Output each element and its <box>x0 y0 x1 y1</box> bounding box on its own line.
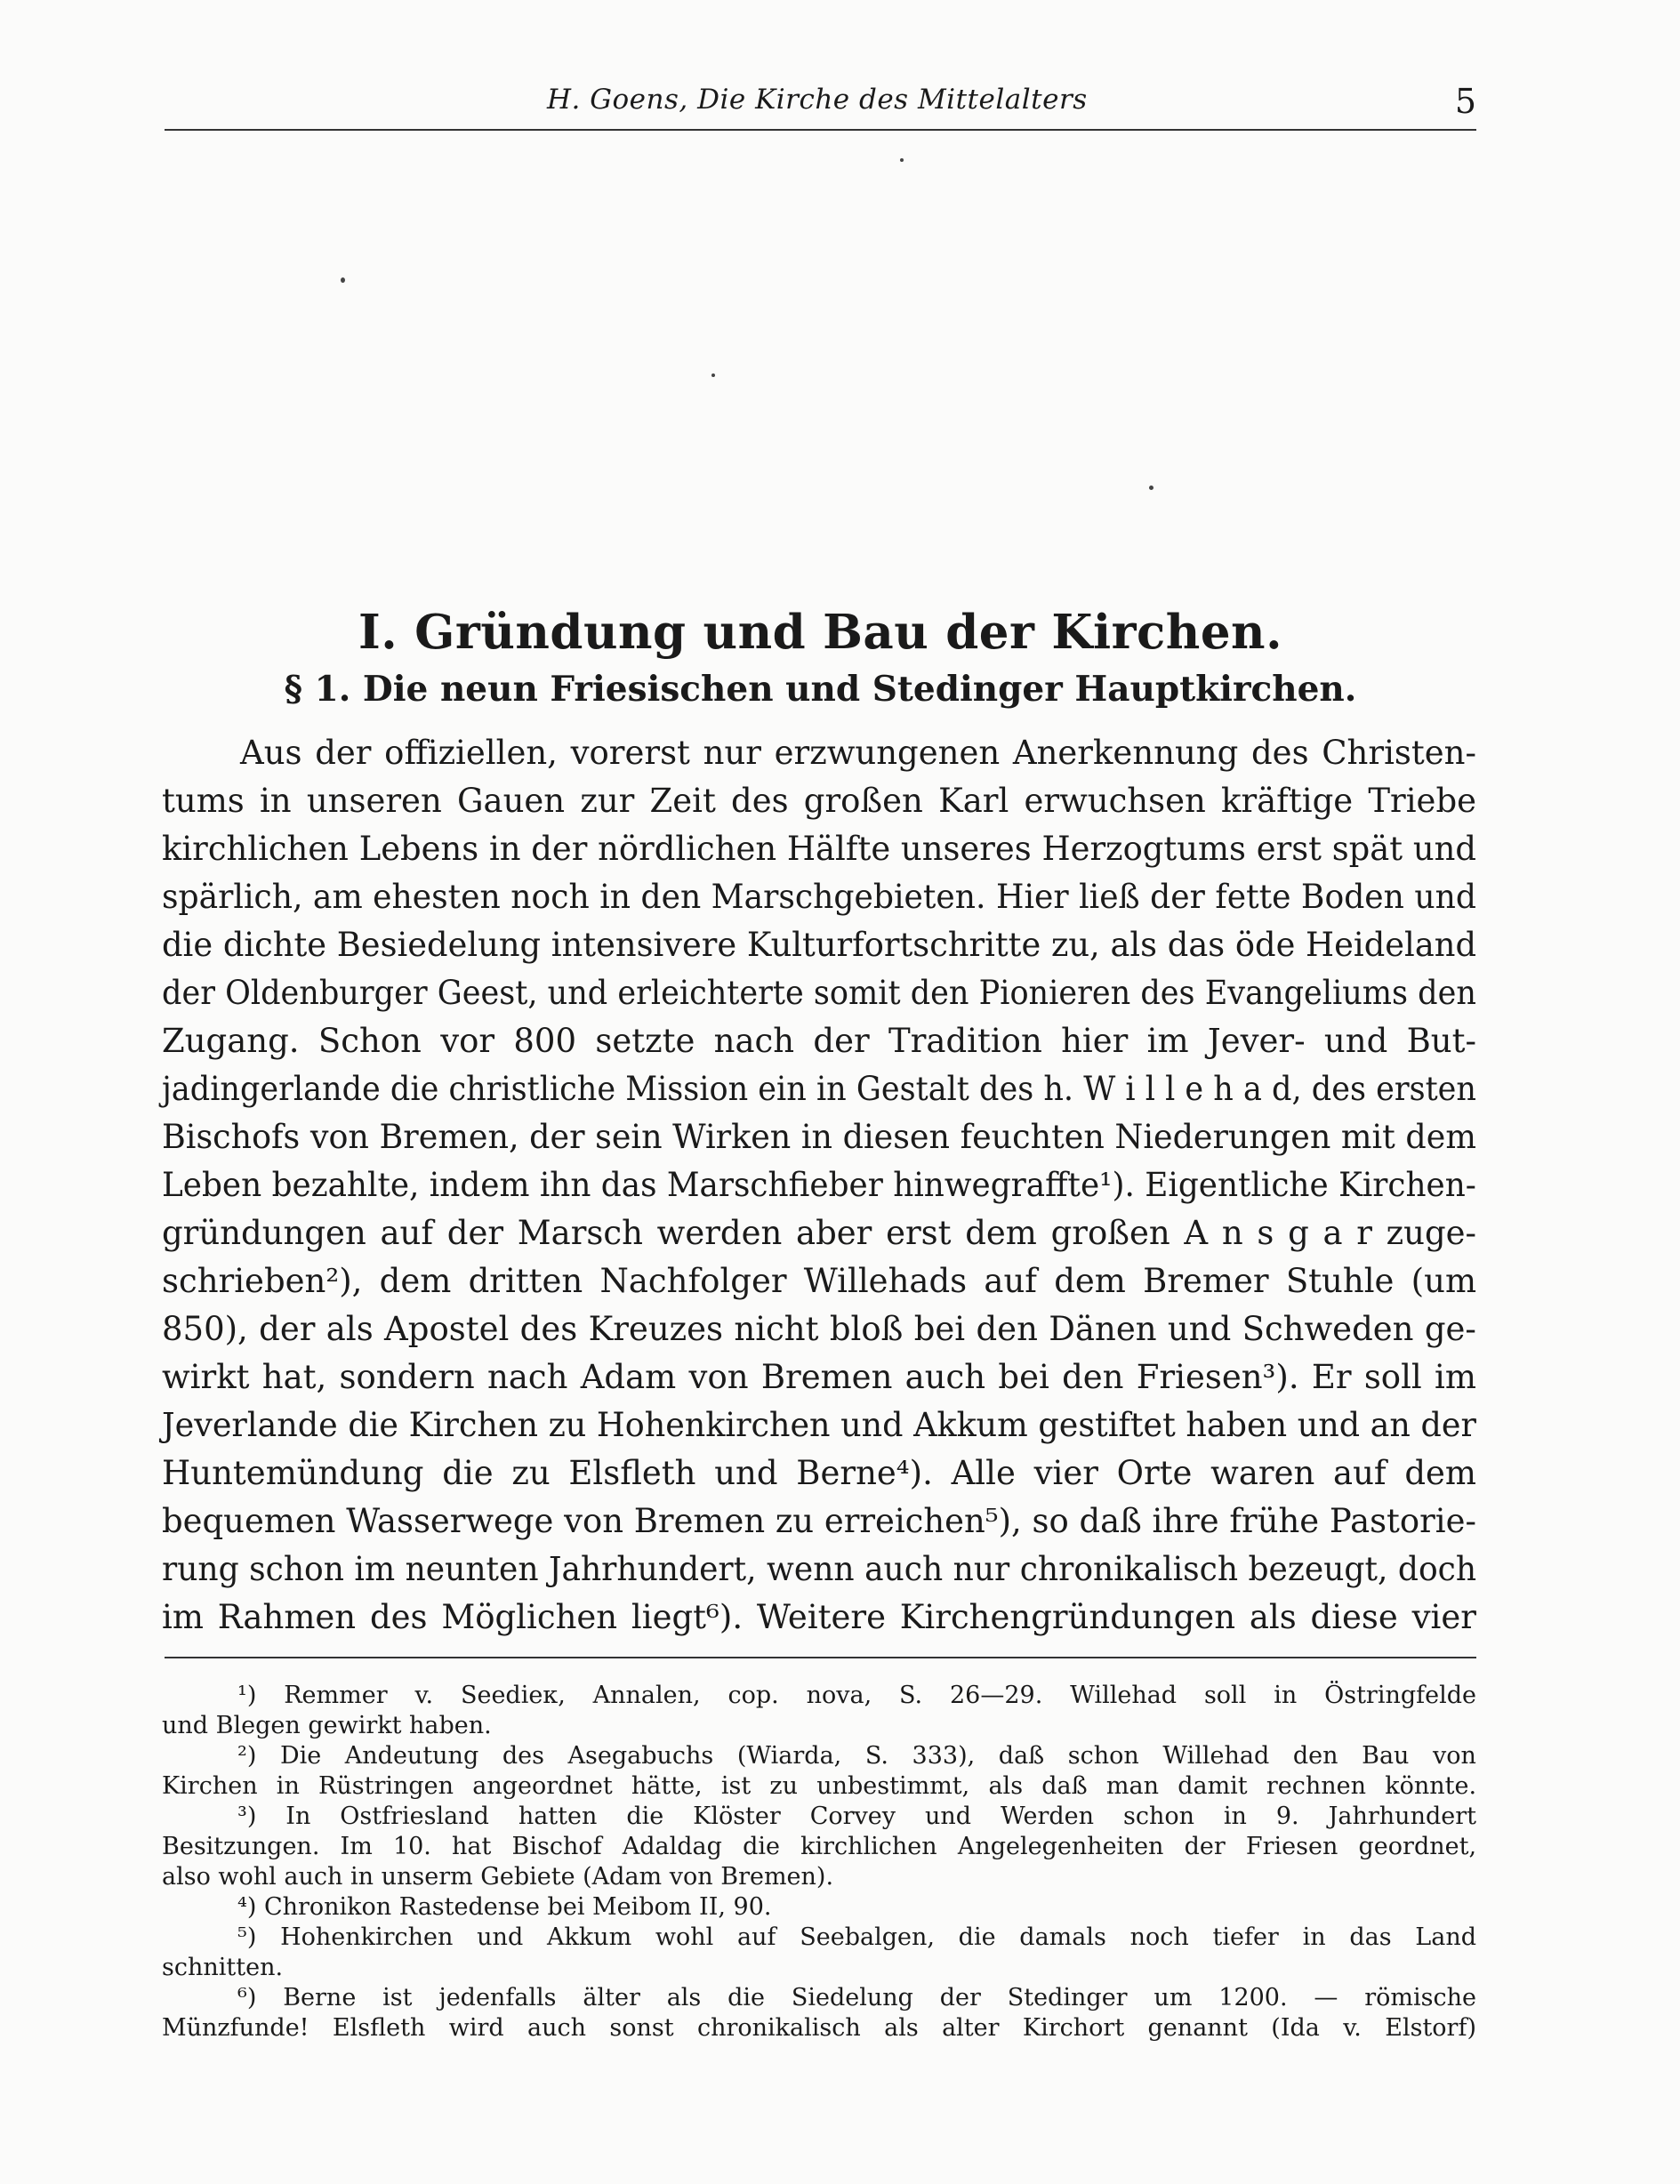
footnote-line: Kirchen in Rüstringen angeordnet hätte, ist zu unbestimmt, als daß man damit rechnen könnte. <box>162 1772 1477 1800</box>
body-line: jadingerlande die christliche Mission ein in Gestalt des h. W i l l e h a d, des ersten <box>162 1070 1476 1108</box>
footnote-line: ⁴) Chronikon Rastedense bei Meibom II, 90. <box>237 1893 772 1921</box>
scan-speck <box>711 373 715 377</box>
page-header <box>165 82 1476 126</box>
footnote-line: ¹) Remmer v. Seedieк, Annalen, cop. nova, S. 26—29. Willehad soll in Östringfelde <box>237 1682 1477 1709</box>
body-line: der Oldenburger Geest, und erleichterte somit den Pionieren des Evangeliums den <box>162 974 1476 1012</box>
footnote-line: schnitten. <box>162 1954 284 1981</box>
scan-speck <box>900 158 904 162</box>
body-line: wirkt hat, sondern nach Adam von Bremen auch bei den Friesen³). Er soll im <box>162 1358 1476 1396</box>
body-line: Zugang. Schon vor 800 setzte nach der Tradition hier im Jever- und But- <box>162 1022 1476 1060</box>
scan-speck <box>1149 486 1153 490</box>
footnote-line: ⁶) Berne ist jedenfalls älter als die Siedelung der Stedinger um 1200. — römische <box>237 1984 1476 2011</box>
body-line: im Rahmen des Möglichen liegt⁶). Weitere Kirchengründungen als diese vier <box>162 1598 1476 1636</box>
body-line: Jeverlande die Kirchen zu Hohenkirchen und Akkum gestiftet haben und an der <box>162 1406 1476 1444</box>
footnote-line: Münzfunde! Elsfleth wird auch sonst chronikalisch als alter Kirchort genannt (Ida v. Elstorf) <box>162 2014 1476 2042</box>
body-line: 850), der als Apostel des Kreuzes nicht bloß bei den Dänen und Schweden ge- <box>162 1310 1476 1348</box>
body-line: Leben bezahlte, indem ihn das Marschfieber hinwegraffte¹). Eigentliche Kirchen- <box>162 1166 1476 1204</box>
body-line: kirchlichen Lebens in der nördlichen Hälfte unseres Herzogtums erst spät und <box>162 830 1477 868</box>
body-line: gründungen auf der Marsch werden aber erst dem großen A n s g a r zuge- <box>162 1214 1477 1252</box>
body-line: Aus der offiziellen, vorerst nur erzwungenen Anerkennung des Christen- <box>240 734 1476 772</box>
footnote-line: und Blegen gewirkt haben. <box>162 1712 492 1739</box>
footnote-line: ⁵) Hohenkirchen und Akkum wohl auf Seebalgen, die damals noch tiefer in das Land <box>237 1923 1476 1951</box>
footnote-line: also wohl auch in unserm Gebiete (Adam von Bremen). <box>162 1863 834 1891</box>
body-line: rung schon im neunten Jahrhundert, wenn auch nur chronikalisch bezeugt, doch <box>162 1550 1477 1588</box>
scan-speck <box>341 277 345 283</box>
section-title: § 1. Die neun Friesischen und Stedinger Hauptkirchen. <box>284 669 1357 710</box>
body-line: tums in unseren Gauen zur Zeit des großen Karl erwuchsen kräftige Triebe <box>162 782 1477 820</box>
page-number: 5 <box>1454 82 1476 121</box>
footnote-rule <box>165 1657 1476 1658</box>
body-line: schrieben²), dem dritten Nachfolger Willehads auf dem Bremer Stuhle (um <box>162 1262 1477 1300</box>
footnote-line: Besitzungen. Im 10. hat Bischof Adaldag die kirchlichen Angelegenheiten der Friesen geordnet, <box>162 1833 1477 1860</box>
chapter-title: I. Gründung und Bau der Kirchen. <box>358 605 1283 660</box>
footnotes <box>162 1681 1476 2043</box>
body-line: Huntemündung die zu Elsfleth und Berne⁴). Alle vier Orte waren auf dem <box>162 1454 1477 1492</box>
body-line: Bischofs von Bremen, der sein Wirken in diesen feuchten Niederungen mit dem <box>162 1118 1476 1156</box>
body-text <box>162 729 1476 1642</box>
body-line: spärlich, am ehesten noch in den Marschgebieten. Hier ließ der fette Boden und <box>162 878 1477 916</box>
body-line: bequemen Wasserwege von Bremen zu erreichen⁵), so daß ihre frühe Pastorie- <box>162 1502 1476 1540</box>
header-rule <box>165 129 1476 131</box>
body-line: die dichte Besiedelung intensivere Kulturfortschritte zu, als das öde Heideland <box>162 926 1477 964</box>
footnote-line: ²) Die Andeutung des Asegabuchs (Wiarda, S. 333), daß schon Willehad den Bau von <box>237 1742 1476 1770</box>
running-title: H. Goens, Die Kirche des Mittelalters <box>547 84 1088 116</box>
footnote-line: ³) In Ostfriesland hatten die Klöster Corvey und Werden schon in 9. Jahrhundert <box>237 1803 1476 1830</box>
